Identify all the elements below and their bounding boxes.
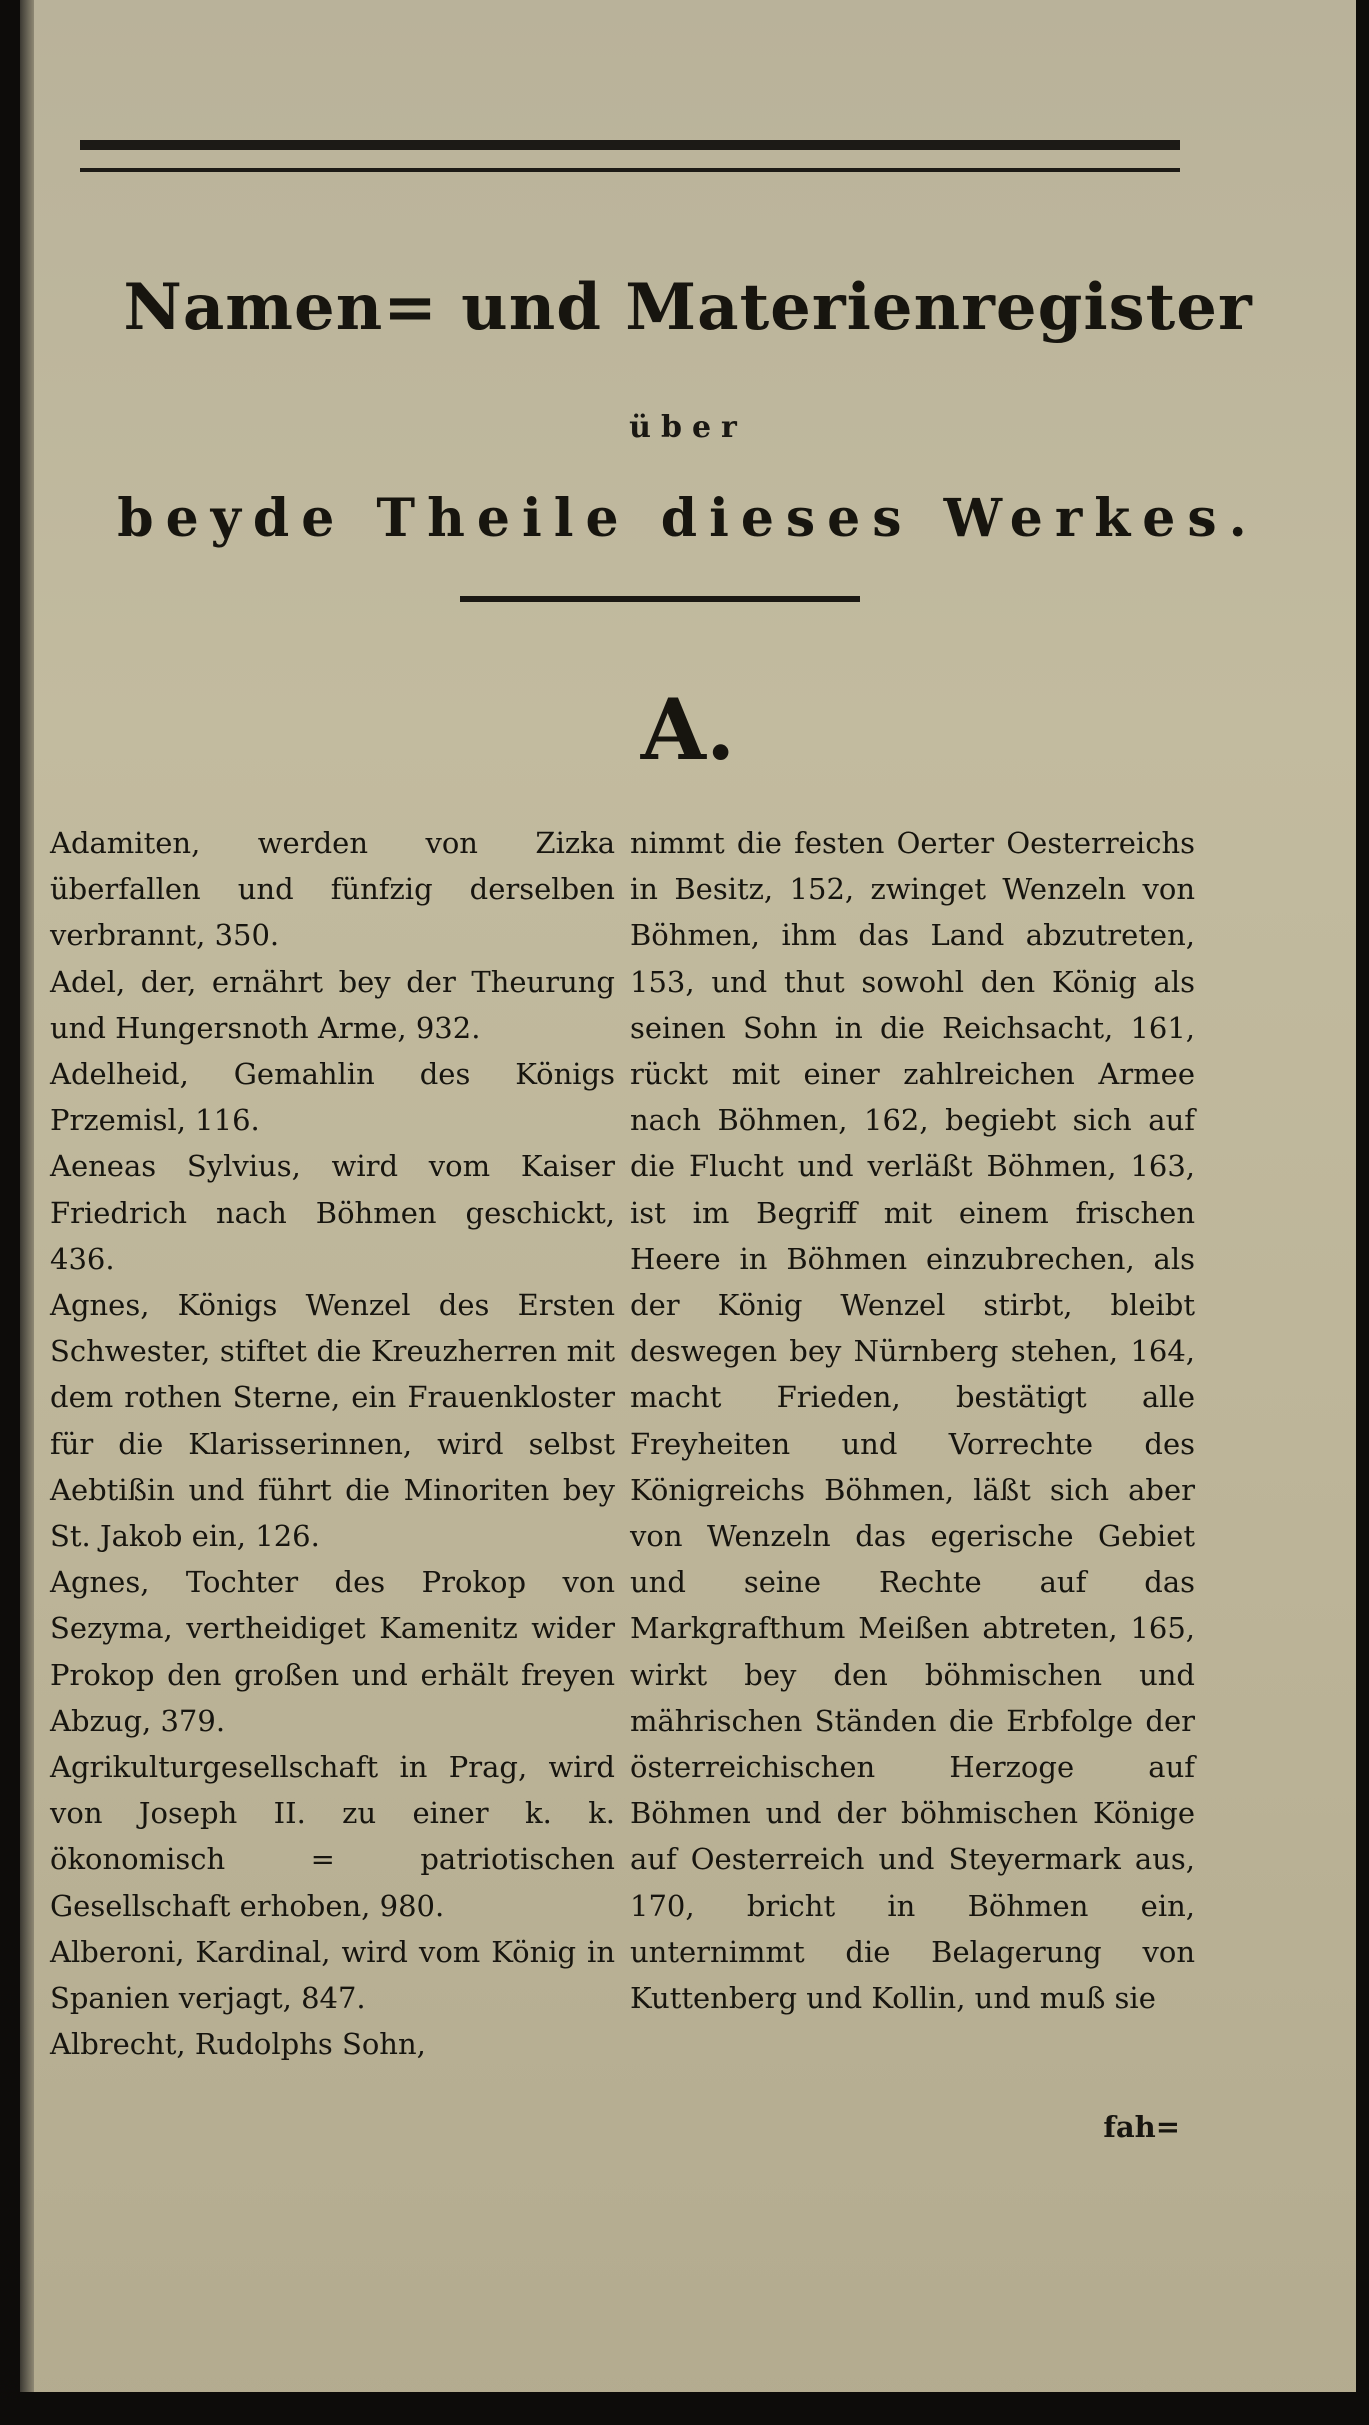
index-entry: Adamiten, werden von Zizka überfallen und fünfzig derselben verbrannt, 350. xyxy=(50,826,615,953)
index-entry: Albrecht, Rudolphs Sohn, xyxy=(50,2027,426,2062)
index-entry-continued: nimmt die festen Oerter Oesterreichs in Besitz, 152, zwinget Wenzeln von Böhmen, ihm das Land abzutreten, 153, und thut sowohl den König als seinen Sohn in die Reichsacht, 161, rückt mit einer zahlreichen Armee nach Böhmen, 162, begiebt sich auf die Flucht und verläßt Böhmen, 163, ist im Begriff mit einem frischen Heere in Böhmen einzubrechen, als der König Wenzel stirbt, bleibt deswegen bey Nürnberg stehen, 164, macht Frieden, bestätigt alle Freyheiten und Vorrechte des Königreichs Böhmen, läßt sich aber von Wenzeln das egerische Gebiet und seine Rechte auf das Markgrafthum Meißen abtreten, 165, wirkt bey den böhmischen und mährischen Ständen die Erbfolge der österreichischen Herzoge auf Böhmen und der böhmischen Könige auf Oesterreich und Steyermark aus, 170, bricht in Böhmen ein, unternimmt die Belagerung von Kuttenberg und Kollin, und muß sie xyxy=(630,826,1195,2016)
index-entry: Alberoni, Kardinal, wird vom König in Spanien verjagt, 847. xyxy=(50,1934,615,2016)
catchword: fah= xyxy=(1103,2110,1180,2144)
index-entry: Adelheid, Gemahlin des Königs Przemisl, 116. xyxy=(50,1057,615,1138)
page-subtitle: beyde Theile dieses Werkes. xyxy=(117,488,1259,549)
index-entry: Agnes, Königs Wenzel des Ersten Schwester, stiftet die Kreuzherren mit dem rothen Sterne, ein Frauenkloster für die Klarisserinnen, wird selbst Aebtißin und führt die Minoriten bey St. Jakob ein, 126. xyxy=(50,1288,615,1554)
index-entry: Adel, der, ernährt bey der Theurung und Hungersnoth Arme, 932. xyxy=(50,964,615,1045)
page-spine xyxy=(20,0,34,2425)
book-page xyxy=(20,0,1356,2425)
index-entry: Agnes, Tochter des Prokop von Sezyma, vertheidiget Kamenitz wider Prokop den großen und erhält freyen Abzug, 379. xyxy=(50,1565,615,1738)
title-connector: über xyxy=(629,410,747,445)
section-letter: A. xyxy=(640,680,736,779)
scan-border xyxy=(0,2392,1369,2425)
top-rule xyxy=(80,140,1180,172)
index-entry: Aeneas Sylvius, wird vom Kaiser Friedrich nach Böhmen geschickt, 436. xyxy=(50,1149,615,1276)
title-rule xyxy=(460,596,860,602)
right-column xyxy=(630,820,1195,2021)
left-column xyxy=(50,820,615,2067)
index-entry: Agrikulturgesellschaft in Prag, wird von Joseph II. zu einer k. k. ökonomisch = patriotischen Gesellschaft erhoben, 980. xyxy=(50,1750,615,1923)
page-title: Namen= und Materienregister xyxy=(123,270,1253,345)
